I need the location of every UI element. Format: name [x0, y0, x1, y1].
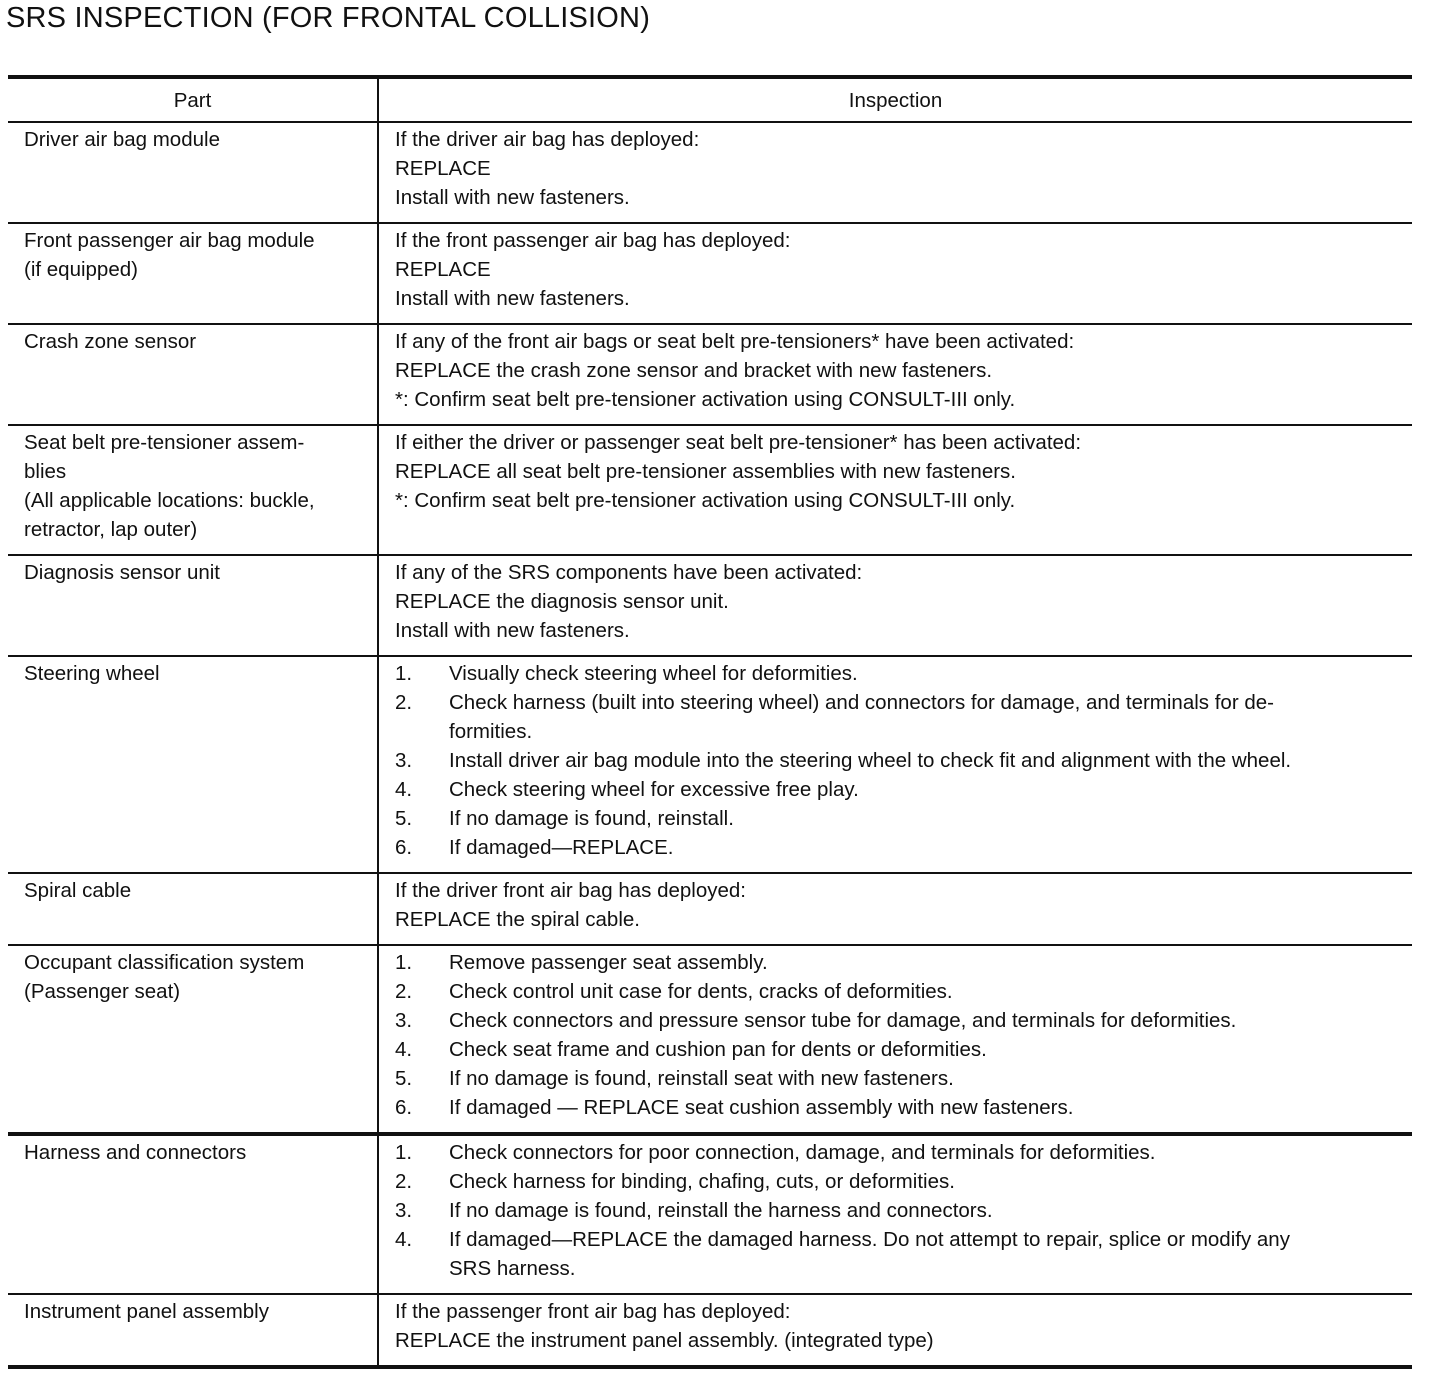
step-text-line: Check harness for binding, chafing, cuts, or deformities. — [449, 1170, 955, 1193]
inspection-cell — [378, 555, 1412, 656]
inspection-table — [8, 75, 1412, 1369]
step-number: 4. — [395, 778, 413, 801]
step-number: 2. — [395, 691, 413, 714]
part-name-line: (Passenger seat) — [24, 980, 181, 1003]
inspection-cell — [378, 122, 1412, 223]
page-title: SRS INSPECTION (FOR FRONTAL COLLISION) — [6, 2, 651, 34]
inspection-step — [395, 746, 1402, 775]
step-text-line: If no damage is found, reinstall. — [449, 807, 734, 830]
inspection-text-line: If any of the SRS components have been activated: — [395, 561, 863, 584]
step-text-line: Remove passenger seat assembly. — [449, 951, 768, 974]
part-name-line: blies — [24, 460, 67, 483]
inspection-text-line: *: Confirm seat belt pre-tensioner activation using CONSULT-III only. — [395, 388, 1016, 411]
step-number: 5. — [395, 807, 413, 830]
inspection-text-line: REPLACE the crash zone sensor and bracket with new fasteners. — [395, 359, 993, 382]
inspection-text-line: If either the driver or passenger seat belt pre-tensioner* has been activated: — [395, 431, 1082, 454]
table-row — [8, 945, 1412, 1134]
step-text-line: Check control unit case for dents, cracks of deformities. — [449, 980, 953, 1003]
part-name-line: Spiral cable — [24, 879, 132, 902]
inspection-text-line: If the driver air bag has deployed: — [395, 128, 700, 151]
inspection-text-line: Install with new fasteners. — [395, 619, 630, 642]
step-number: 3. — [395, 749, 413, 772]
inspection-step — [395, 1093, 1402, 1122]
part-name-line: Seat belt pre-tensioner assem- — [24, 431, 305, 454]
inspection-cell — [378, 324, 1412, 425]
table-row — [8, 1294, 1412, 1367]
table-body — [8, 122, 1412, 1367]
inspection-step — [395, 1225, 1402, 1283]
part-cell — [8, 656, 378, 873]
inspection-cell — [378, 873, 1412, 945]
inspection-text-line: REPLACE the spiral cable. — [395, 908, 640, 931]
inspection-text-line: REPLACE the instrument panel assembly. (integrated type) — [395, 1329, 934, 1352]
inspection-step — [395, 775, 1402, 804]
inspection-cell — [378, 656, 1412, 873]
inspection-step — [395, 804, 1402, 833]
part-name-line: (All applicable locations: buckle, — [24, 489, 315, 512]
step-text-line: Check connectors and pressure sensor tube for damage, and terminals for deformities. — [449, 1009, 1237, 1032]
inspection-step — [395, 1035, 1402, 1064]
inspection-text-line: REPLACE — [395, 258, 491, 281]
step-text-line: formities. — [449, 720, 533, 743]
step-text-line: Check steering wheel for excessive free play. — [449, 778, 859, 801]
inspection-step — [395, 1196, 1402, 1225]
step-text — [449, 1225, 1402, 1283]
inspection-step — [395, 1006, 1402, 1035]
inspection-text-line: If the front passenger air bag has deployed: — [395, 229, 791, 252]
inspection-text-line: REPLACE — [395, 157, 491, 180]
step-text — [449, 1196, 1402, 1225]
inspection-cell — [378, 945, 1412, 1134]
part-name-line: Occupant classification system — [24, 951, 305, 974]
step-text — [449, 1064, 1402, 1093]
part-name-line: retractor, lap outer) — [24, 518, 198, 541]
part-cell — [8, 555, 378, 656]
inspection-steps-list — [395, 1138, 1402, 1283]
inspection-text-line: If the driver front air bag has deployed: — [395, 879, 746, 902]
step-text-line: Visually check steering wheel for deformities. — [449, 662, 858, 685]
table-row — [8, 223, 1412, 324]
step-number: 1. — [395, 951, 413, 974]
step-text — [449, 948, 1402, 977]
step-number: 6. — [395, 836, 413, 859]
inspection-cell — [378, 223, 1412, 324]
step-number: 3. — [395, 1199, 413, 1222]
inspection-step — [395, 948, 1402, 977]
part-cell — [8, 873, 378, 945]
part-cell — [8, 1294, 378, 1367]
inspection-text-line: REPLACE all seat belt pre-tensioner assemblies with new fasteners. — [395, 460, 1016, 483]
inspection-step — [395, 1064, 1402, 1093]
part-name-line: (if equipped) — [24, 258, 138, 281]
inspection-text-line: *: Confirm seat belt pre-tensioner activation using CONSULT-III only. — [395, 489, 1016, 512]
table-row — [8, 425, 1412, 555]
step-text — [449, 833, 1402, 862]
step-text — [449, 1138, 1402, 1167]
table-row — [8, 873, 1412, 945]
part-name-line: Driver air bag module — [24, 128, 220, 151]
part-cell — [8, 425, 378, 555]
inspection-text-line: If the passenger front air bag has deployed: — [395, 1300, 791, 1323]
column-header-part: Part — [8, 77, 378, 122]
table-header-row — [8, 77, 1412, 122]
part-name-line: Crash zone sensor — [24, 330, 197, 353]
step-number: 6. — [395, 1096, 413, 1119]
step-text-line: Check harness (built into steering wheel) and connectors for damage, and terminals for de- — [449, 691, 1274, 714]
inspection-text-line: Install with new fasteners. — [395, 186, 630, 209]
inspection-step — [395, 833, 1402, 862]
inspection-cell — [378, 1134, 1412, 1294]
part-name-line: Harness and connectors — [24, 1141, 247, 1164]
step-text-line: If damaged — REPLACE seat cushion assembly with new fasteners. — [449, 1096, 1074, 1119]
inspection-step — [395, 1167, 1402, 1196]
inspection-text-line: If any of the front air bags or seat belt pre-tensioners* have been activated: — [395, 330, 1075, 353]
part-name-line: Diagnosis sensor unit — [24, 561, 220, 584]
inspection-steps-list — [395, 948, 1402, 1122]
step-text-line: If damaged—REPLACE. — [449, 836, 674, 859]
step-number: 2. — [395, 1170, 413, 1193]
step-text — [449, 746, 1402, 775]
step-text-line: If no damage is found, reinstall seat with new fasteners. — [449, 1067, 954, 1090]
step-text — [449, 1093, 1402, 1122]
step-text — [449, 1035, 1402, 1064]
inspection-step — [395, 688, 1402, 746]
step-number: 2. — [395, 980, 413, 1003]
part-cell — [8, 223, 378, 324]
step-number: 1. — [395, 662, 413, 685]
inspection-text-line: REPLACE the diagnosis sensor unit. — [395, 590, 729, 613]
table-row — [8, 324, 1412, 425]
table-row — [8, 555, 1412, 656]
table-row — [8, 656, 1412, 873]
step-text — [449, 688, 1402, 746]
part-name-line: Front passenger air bag module — [24, 229, 315, 252]
step-text-line: Check connectors for poor connection, damage, and terminals for deformities. — [449, 1141, 1156, 1164]
step-text-line: If damaged—REPLACE the damaged harness. Do not attempt to repair, splice or modify any — [449, 1228, 1290, 1251]
step-number: 1. — [395, 1141, 413, 1164]
column-header-inspection: Inspection — [378, 77, 1412, 122]
step-number: 3. — [395, 1009, 413, 1032]
part-name-line: Steering wheel — [24, 662, 160, 685]
part-name-line: Instrument panel assembly — [24, 1300, 269, 1323]
part-cell — [8, 1134, 378, 1294]
part-cell — [8, 324, 378, 425]
step-text-line: If no damage is found, reinstall the harness and connectors. — [449, 1199, 993, 1222]
inspection-step — [395, 977, 1402, 1006]
inspection-cell — [378, 1294, 1412, 1367]
table-row — [8, 122, 1412, 223]
part-cell — [8, 122, 378, 223]
step-text-line: SRS harness. — [449, 1257, 576, 1280]
step-text — [449, 977, 1402, 1006]
part-cell — [8, 945, 378, 1134]
step-text-line: Check seat frame and cushion pan for dents or deformities. — [449, 1038, 987, 1061]
inspection-step — [395, 1138, 1402, 1167]
inspection-cell — [378, 425, 1412, 555]
step-number: 4. — [395, 1038, 413, 1061]
step-text — [449, 804, 1402, 833]
inspection-steps-list — [395, 659, 1402, 862]
table-row — [8, 1134, 1412, 1294]
inspection-step — [395, 659, 1402, 688]
step-text-line: Install driver air bag module into the steering wheel to check fit and alignment with the wheel. — [449, 749, 1292, 772]
step-text — [449, 775, 1402, 804]
step-text — [449, 659, 1402, 688]
inspection-text-line: Install with new fasteners. — [395, 287, 630, 310]
step-number: 5. — [395, 1067, 413, 1090]
step-number: 4. — [395, 1228, 413, 1251]
step-text — [449, 1006, 1402, 1035]
step-text — [449, 1167, 1402, 1196]
